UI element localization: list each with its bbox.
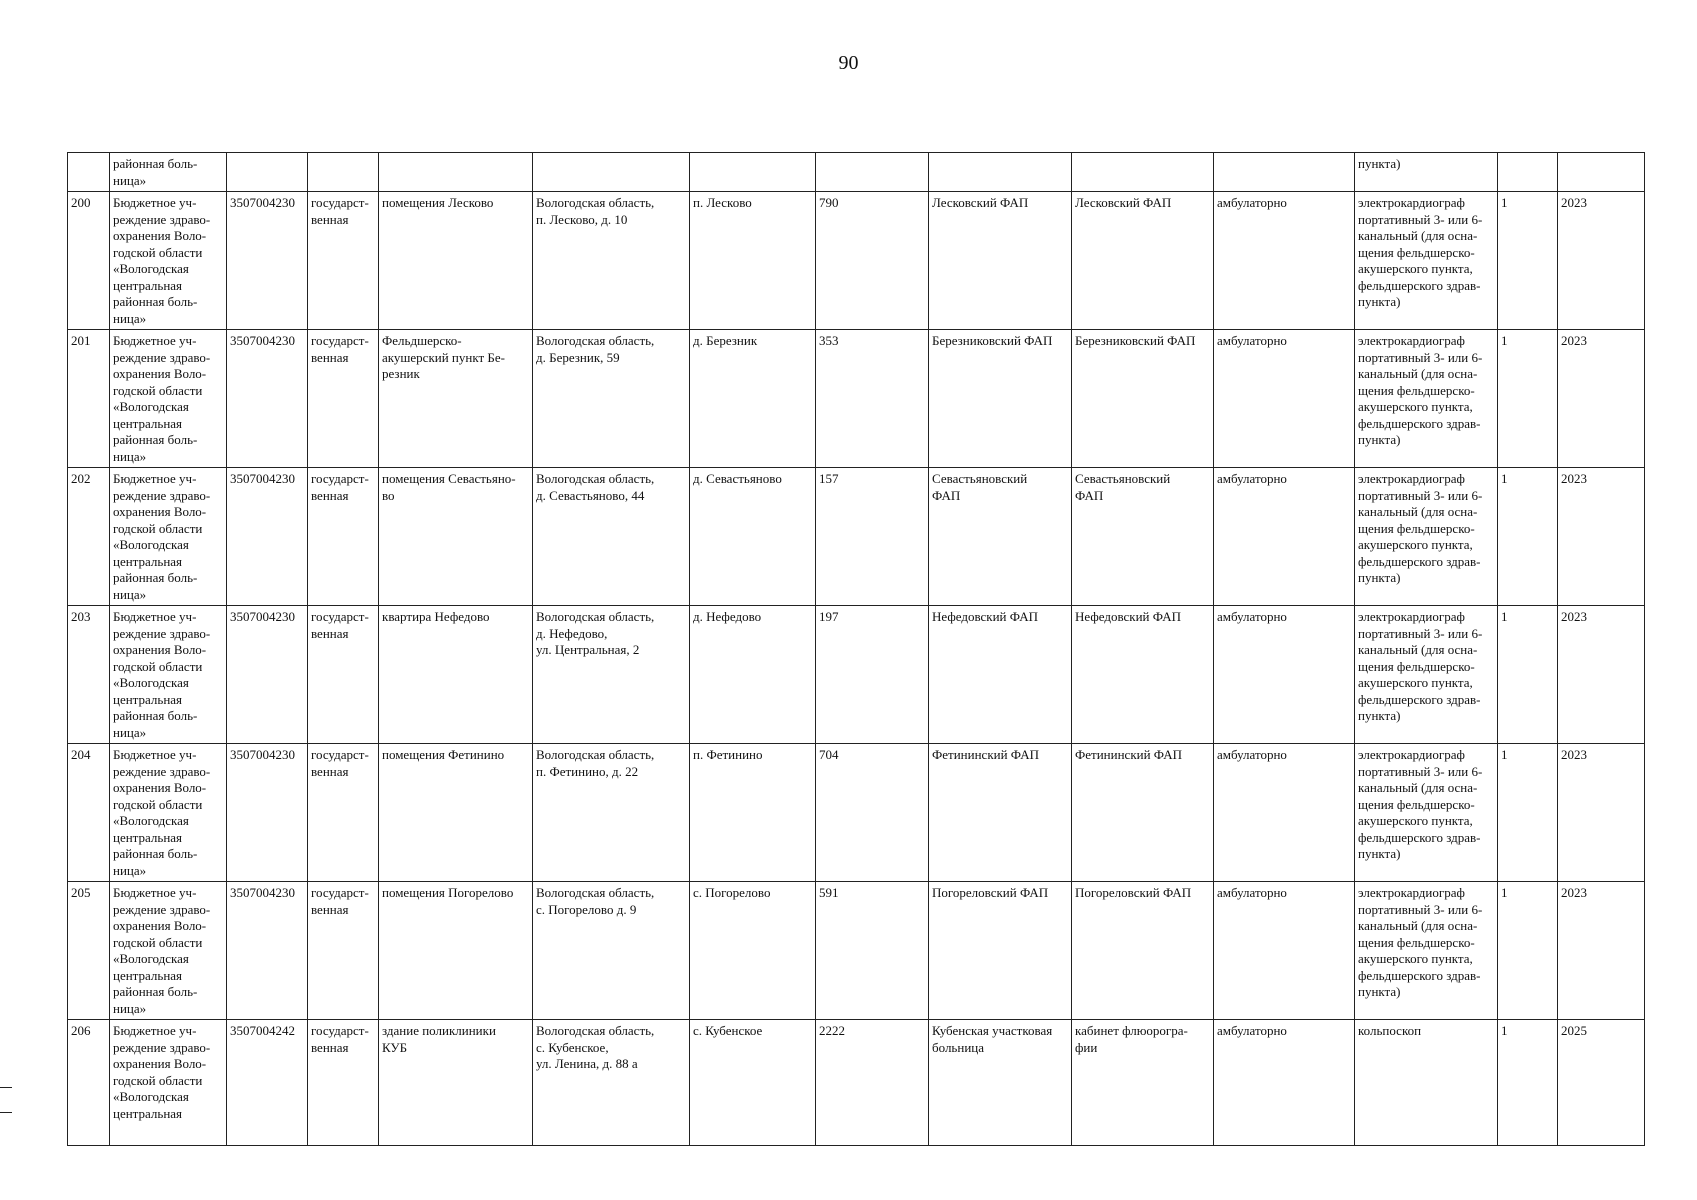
cell-ownership: государст- венная bbox=[308, 882, 379, 1020]
cell-quantity: 1 bbox=[1498, 882, 1558, 1020]
cell-inn bbox=[227, 153, 308, 192]
cell-organization: Бюджетное уч- реждение здраво- охранения Воло- годской области «Вологодская центральная районная боль- ница» bbox=[110, 192, 227, 330]
cell-ownership: государст- венная bbox=[308, 330, 379, 468]
cell-population: 353 bbox=[816, 330, 929, 468]
cell-population: 197 bbox=[816, 606, 929, 744]
cell-no: 206 bbox=[68, 1020, 110, 1146]
cell-premises: помещения Лесково bbox=[379, 192, 533, 330]
cell-inn: 3507004230 bbox=[227, 882, 308, 1020]
cell-organization: Бюджетное уч- реждение здраво- охранения Воло- годской области «Вологодская центральная районная боль- ница» bbox=[110, 330, 227, 468]
cell-facility: Березниковский ФАП bbox=[929, 330, 1072, 468]
cell-address: Вологодская область, п. Фетинино, д. 22 bbox=[533, 744, 690, 882]
cell-quantity: 1 bbox=[1498, 330, 1558, 468]
cell-quantity: 1 bbox=[1498, 606, 1558, 744]
cell-organization: Бюджетное уч- реждение здраво- охранения Воло- годской области «Вологодская центральная bbox=[110, 1020, 227, 1146]
cell-facility bbox=[929, 153, 1072, 192]
cell-care-type: амбулаторно bbox=[1214, 744, 1355, 882]
cell-department bbox=[1072, 153, 1214, 192]
cell-facility: Севастьяновский ФАП bbox=[929, 468, 1072, 606]
cell-population: 790 bbox=[816, 192, 929, 330]
margin-mark-top bbox=[0, 1087, 12, 1088]
cell-no: 205 bbox=[68, 882, 110, 1020]
cell-address: Вологодская область, с. Кубенское, ул. Ленина, д. 88 а bbox=[533, 1020, 690, 1146]
cell-settlement: с. Погорелово bbox=[690, 882, 816, 1020]
cell-care-type: амбулаторно bbox=[1214, 468, 1355, 606]
cell-facility: Кубенская участковая больница bbox=[929, 1020, 1072, 1146]
cell-equipment: кольпоскоп bbox=[1355, 1020, 1498, 1146]
cell-quantity: 1 bbox=[1498, 468, 1558, 606]
cell-organization: Бюджетное уч- реждение здраво- охранения Воло- годской области «Вологодская центральная районная боль- ница» bbox=[110, 744, 227, 882]
cell-population: 2222 bbox=[816, 1020, 929, 1146]
cell-facility: Нефедовский ФАП bbox=[929, 606, 1072, 744]
cell-no: 204 bbox=[68, 744, 110, 882]
cell-equipment: электрокардиограф портативный 3- или 6- канальный (для осна- щения фельдшерско- акушерского пункта, фельдшерского здрав- пункта) bbox=[1355, 744, 1498, 882]
cell-year: 2023 bbox=[1558, 744, 1645, 882]
table-row bbox=[68, 1020, 1645, 1146]
cell-equipment: электрокардиограф портативный 3- или 6- канальный (для осна- щения фельдшерско- акушерского пункта, фельдшерского здрав- пункта) bbox=[1355, 330, 1498, 468]
cell-inn: 3507004230 bbox=[227, 330, 308, 468]
cell-premises: помещения Севастьяно- во bbox=[379, 468, 533, 606]
cell-organization: районная боль- ница» bbox=[110, 153, 227, 192]
cell-no: 202 bbox=[68, 468, 110, 606]
cell-inn: 3507004230 bbox=[227, 744, 308, 882]
cell-premises: Фельдшерско- акушерский пункт Бе- резник bbox=[379, 330, 533, 468]
cell-ownership bbox=[308, 153, 379, 192]
cell-ownership: государст- венная bbox=[308, 606, 379, 744]
cell-ownership: государст- венная bbox=[308, 468, 379, 606]
cell-year: 2023 bbox=[1558, 468, 1645, 606]
cell-department: кабинет флюорогра- фии bbox=[1072, 1020, 1214, 1146]
table-row bbox=[68, 606, 1645, 744]
cell-department: Березниковский ФАП bbox=[1072, 330, 1214, 468]
cell-settlement: д. Березник bbox=[690, 330, 816, 468]
cell-care-type: амбулаторно bbox=[1214, 330, 1355, 468]
cell-year: 2023 bbox=[1558, 882, 1645, 1020]
cell-address: Вологодская область, п. Лесково, д. 10 bbox=[533, 192, 690, 330]
table-row bbox=[68, 744, 1645, 882]
cell-care-type: амбулаторно bbox=[1214, 192, 1355, 330]
table-row bbox=[68, 468, 1645, 606]
cell-department: Севастьяновский ФАП bbox=[1072, 468, 1214, 606]
cell-facility: Лесковский ФАП bbox=[929, 192, 1072, 330]
cell-year bbox=[1558, 153, 1645, 192]
cell-address bbox=[533, 153, 690, 192]
cell-population: 704 bbox=[816, 744, 929, 882]
cell-year: 2023 bbox=[1558, 330, 1645, 468]
cell-no bbox=[68, 153, 110, 192]
cell-quantity: 1 bbox=[1498, 1020, 1558, 1146]
cell-inn: 3507004230 bbox=[227, 192, 308, 330]
cell-equipment: электрокардиограф портативный 3- или 6- канальный (для осна- щения фельдшерско- акушерского пункта, фельдшерского здрав- пункта) bbox=[1355, 882, 1498, 1020]
cell-settlement: д. Нефедово bbox=[690, 606, 816, 744]
cell-premises: помещения Фетинино bbox=[379, 744, 533, 882]
cell-settlement: п. Лесково bbox=[690, 192, 816, 330]
table-row bbox=[68, 882, 1645, 1020]
cell-department: Нефедовский ФАП bbox=[1072, 606, 1214, 744]
cell-address: Вологодская область, д. Березник, 59 bbox=[533, 330, 690, 468]
registry-body bbox=[68, 153, 1645, 1146]
cell-organization: Бюджетное уч- реждение здраво- охранения Воло- годской области «Вологодская центральная районная боль- ница» bbox=[110, 606, 227, 744]
cell-inn: 3507004242 bbox=[227, 1020, 308, 1146]
cell-no: 200 bbox=[68, 192, 110, 330]
cell-care-type: амбулаторно bbox=[1214, 882, 1355, 1020]
cell-population: 591 bbox=[816, 882, 929, 1020]
cell-equipment: электрокардиограф портативный 3- или 6- канальный (для осна- щения фельдшерско- акушерского пункта, фельдшерского здрав- пункта) bbox=[1355, 606, 1498, 744]
cell-population bbox=[816, 153, 929, 192]
cell-address: Вологодская область, с. Погорелово д. 9 bbox=[533, 882, 690, 1020]
table-row bbox=[68, 330, 1645, 468]
cell-inn: 3507004230 bbox=[227, 468, 308, 606]
cell-premises bbox=[379, 153, 533, 192]
cell-quantity bbox=[1498, 153, 1558, 192]
cell-settlement: п. Фетинино bbox=[690, 744, 816, 882]
cell-address: Вологодская область, д. Севастьяново, 44 bbox=[533, 468, 690, 606]
cell-population: 157 bbox=[816, 468, 929, 606]
cell-settlement bbox=[690, 153, 816, 192]
cell-facility: Фетининский ФАП bbox=[929, 744, 1072, 882]
cell-no: 203 bbox=[68, 606, 110, 744]
cell-premises: помещения Погорелово bbox=[379, 882, 533, 1020]
cell-facility: Погореловский ФАП bbox=[929, 882, 1072, 1020]
cell-ownership: государст- венная bbox=[308, 744, 379, 882]
cell-care-type: амбулаторно bbox=[1214, 606, 1355, 744]
continued-row bbox=[68, 153, 1645, 192]
cell-organization: Бюджетное уч- реждение здраво- охранения Воло- годской области «Вологодская центральная районная боль- ница» bbox=[110, 882, 227, 1020]
cell-settlement: с. Кубенское bbox=[690, 1020, 816, 1146]
cell-care-type bbox=[1214, 153, 1355, 192]
cell-quantity: 1 bbox=[1498, 192, 1558, 330]
cell-equipment: пункта) bbox=[1355, 153, 1498, 192]
cell-quantity: 1 bbox=[1498, 744, 1558, 882]
cell-department: Погореловский ФАП bbox=[1072, 882, 1214, 1020]
cell-department: Лесковский ФАП bbox=[1072, 192, 1214, 330]
margin-mark-bottom bbox=[0, 1112, 12, 1113]
cell-premises: квартира Нефедово bbox=[379, 606, 533, 744]
cell-premises: здание поликлиники КУБ bbox=[379, 1020, 533, 1146]
cell-no: 201 bbox=[68, 330, 110, 468]
equipment-registry-table bbox=[67, 152, 1645, 1146]
cell-year: 2023 bbox=[1558, 606, 1645, 744]
cell-address: Вологодская область, д. Нефедово, ул. Центральная, 2 bbox=[533, 606, 690, 744]
cell-department: Фетининский ФАП bbox=[1072, 744, 1214, 882]
cell-equipment: электрокардиограф портативный 3- или 6- канальный (для осна- щения фельдшерско- акушерского пункта, фельдшерского здрав- пункта) bbox=[1355, 468, 1498, 606]
cell-ownership: государст- венная bbox=[308, 192, 379, 330]
page-number: 90 bbox=[838, 52, 859, 74]
table-row bbox=[68, 192, 1645, 330]
cell-year: 2023 bbox=[1558, 192, 1645, 330]
cell-equipment: электрокардиограф портативный 3- или 6- канальный (для осна- щения фельдшерско- акушерского пункта, фельдшерского здрав- пункта) bbox=[1355, 192, 1498, 330]
cell-year: 2025 bbox=[1558, 1020, 1645, 1146]
cell-inn: 3507004230 bbox=[227, 606, 308, 744]
cell-ownership: государст- венная bbox=[308, 1020, 379, 1146]
cell-organization: Бюджетное уч- реждение здраво- охранения Воло- годской области «Вологодская центральная районная боль- ница» bbox=[110, 468, 227, 606]
cell-care-type: амбулаторно bbox=[1214, 1020, 1355, 1146]
cell-settlement: д. Севастьяново bbox=[690, 468, 816, 606]
